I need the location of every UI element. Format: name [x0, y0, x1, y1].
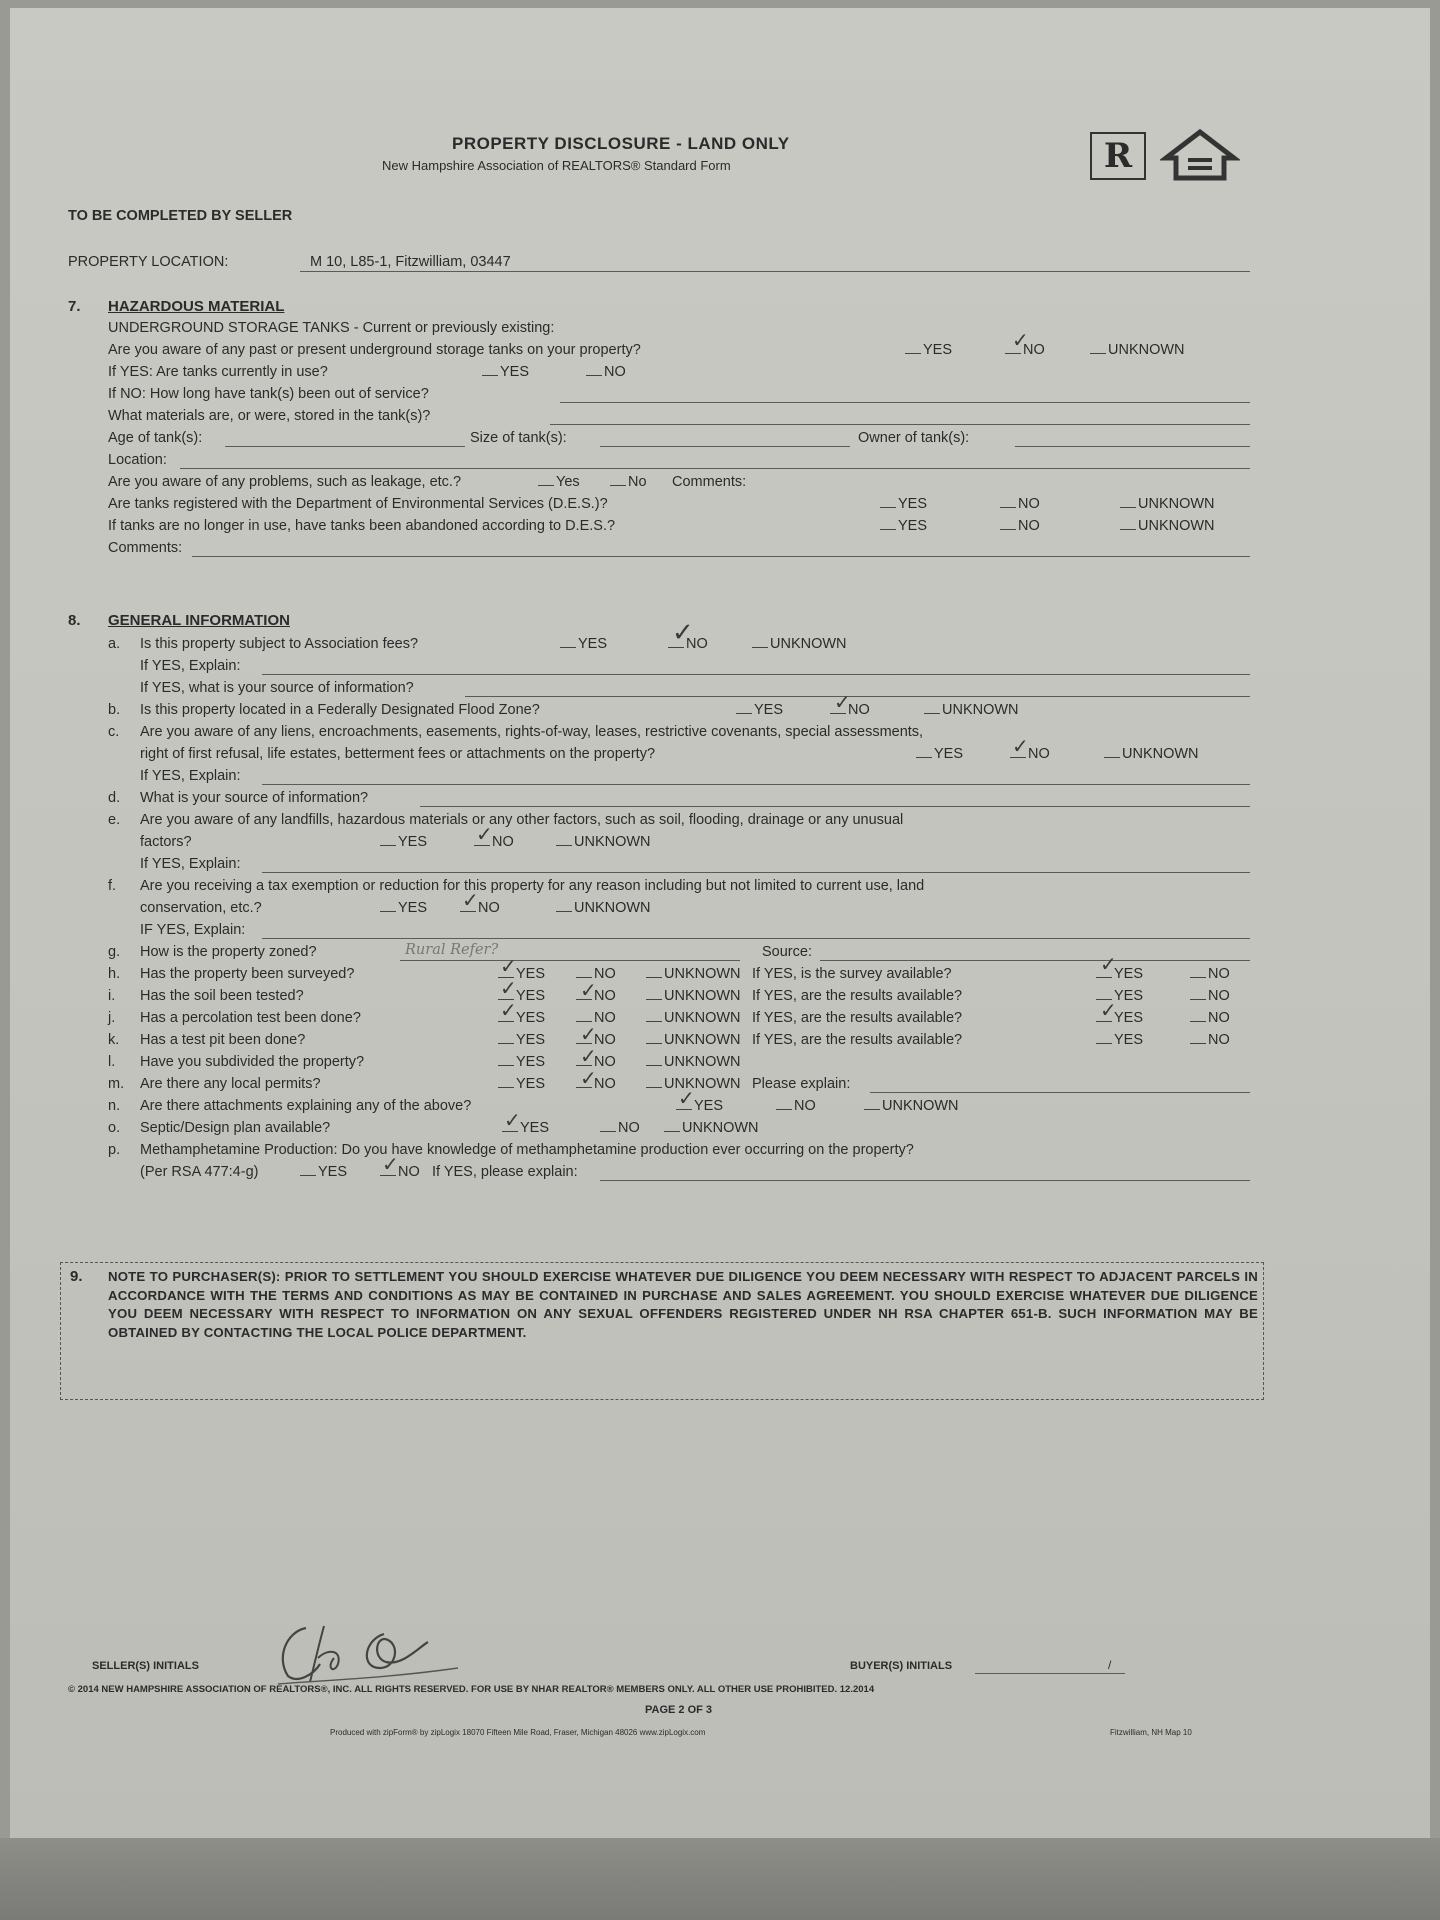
q8-g-letter: g. [108, 944, 121, 960]
q8-c-no[interactable]: NO [1028, 746, 1050, 762]
q8-k-no-check: ✓ [580, 1022, 597, 1046]
equal-housing-icon [1160, 128, 1240, 182]
page-number: PAGE 2 OF 3 [645, 1704, 713, 1716]
q8-o-unknown[interactable]: UNKNOWN [682, 1120, 759, 1136]
section-7-number: 7. [68, 298, 81, 315]
q7-6: Are tanks registered with the Department of Environmental Services (D.E.S.)? [108, 496, 608, 512]
q7-3: If NO: How long have tank(s) been out of service? [108, 386, 429, 402]
q8-m-follow: Please explain: [752, 1076, 851, 1092]
q8-m-unknown[interactable]: UNKNOWN [664, 1076, 741, 1092]
q8-h-yes-check: ✓ [500, 954, 517, 978]
q8-b-no[interactable]: NO [848, 702, 870, 718]
q8-j-unknown[interactable]: UNKNOWN [664, 1010, 741, 1026]
q8-n-no[interactable]: NO [794, 1098, 816, 1114]
q7-6-unknown[interactable]: UNKNOWN [1138, 496, 1215, 512]
copyright-line: © 2014 NEW HAMPSHIRE ASSOCIATION OF REALTORS®, INC. ALL RIGHTS RESERVED. FOR USE BY NHAR REALTOR® MEMBERS ONLY. ALL OTHER USE PROHIBITED. 12.2014 [68, 1684, 875, 1695]
q8-f-unknown[interactable]: UNKNOWN [574, 900, 651, 916]
q8-a-yes[interactable]: YES [578, 636, 608, 652]
q8-c-letter: c. [108, 724, 120, 740]
q7-6-no[interactable]: NO [1018, 496, 1040, 512]
q8-h-no[interactable]: NO [594, 966, 616, 982]
q8-h-follow-no[interactable]: NO [1208, 966, 1230, 982]
q8-o: Septic/Design plan available? [140, 1120, 331, 1136]
q8-m: Are there any local permits? [140, 1076, 321, 1092]
q7-1-no[interactable]: NO [1023, 342, 1045, 358]
q8-f-explain: IF YES, Explain: [140, 922, 246, 938]
q8-g-value[interactable]: Rural Refer? [405, 942, 499, 958]
q8-o-yes[interactable]: YES [520, 1120, 550, 1136]
q8-m-yes[interactable]: YES [516, 1076, 546, 1092]
q8-p-yes[interactable]: YES [318, 1164, 348, 1180]
q8-o-letter: o. [108, 1120, 121, 1136]
q8-a-explain: If YES, Explain: [140, 658, 241, 674]
q8-l: Have you subdivided the property? [140, 1054, 365, 1070]
q8-f-yes[interactable]: YES [398, 900, 428, 916]
buyer-initials-label: BUYER(S) INITIALS [850, 1660, 953, 1672]
q8-c-no-check: ✓ [1012, 734, 1029, 758]
q8-i-unknown[interactable]: UNKNOWN [664, 988, 741, 1004]
q8-k-follow-no[interactable]: NO [1208, 1032, 1230, 1048]
q8-j-yes-check: ✓ [500, 998, 517, 1022]
produced-with: Produced with zipForm® by zipLogix 18070 Fifteen Mile Road, Fraser, Michigan 48026 www.zipLogix.com [330, 1728, 706, 1737]
q7-6-yes[interactable]: YES [898, 496, 928, 512]
q8-b-yes[interactable]: YES [754, 702, 784, 718]
q8-j-letter: j. [108, 1010, 116, 1026]
form-title: PROPERTY DISCLOSURE - LAND ONLY [452, 134, 790, 153]
realtor-logo-letter: R [1103, 136, 1133, 176]
q8-a-letter: a. [108, 636, 121, 652]
q8-e-line1: Are you aware of any landfills, hazardous materials or any other factors, such as soil, flooding, drainage or any unusual [140, 812, 904, 828]
section-9-number: 9. [70, 1268, 83, 1285]
form-subtitle: New Hampshire Association of REALTORS® Standard Form [382, 158, 731, 173]
q8-p-no-check: ✓ [382, 1152, 399, 1176]
q8-i-no-check: ✓ [580, 978, 597, 1002]
q7-2-no[interactable]: NO [604, 364, 626, 380]
q8-c-yes[interactable]: YES [934, 746, 964, 762]
q8-k-follow-yes[interactable]: YES [1114, 1032, 1144, 1048]
q8-l-no-check: ✓ [580, 1044, 597, 1068]
q8-h-unknown[interactable]: UNKNOWN [664, 966, 741, 982]
page-shadow [0, 1838, 1440, 1920]
q8-g: How is the property zoned? [140, 944, 317, 960]
property-location-value[interactable]: M 10, L85-1, Fitzwilliam, 03447 [310, 254, 511, 270]
q8-e-no-check: ✓ [476, 822, 493, 846]
q8-f-line2: conservation, etc.? [140, 900, 262, 916]
q8-h-letter: h. [108, 966, 121, 982]
q7-1-unknown[interactable]: UNKNOWN [1108, 342, 1185, 358]
file-reference: Fitzwilliam, NH Map 10 [1110, 1728, 1192, 1737]
q7-7-no[interactable]: NO [1018, 518, 1040, 534]
q8-i: Has the soil been tested? [140, 988, 304, 1004]
q8-k-unknown[interactable]: UNKNOWN [664, 1032, 741, 1048]
q8-f-letter: f. [108, 878, 117, 894]
tank-size-label: Size of tank(s): [470, 430, 567, 446]
q8-k: Has a test pit been done? [140, 1032, 306, 1048]
q7-5-yes[interactable]: Yes [556, 474, 580, 490]
q8-f-line1: Are you receiving a tax exemption or reduction for this property for any reason including but not limited to current use, land [140, 878, 925, 894]
q8-p-no[interactable]: NO [398, 1164, 420, 1180]
q8-k-yes[interactable]: YES [516, 1032, 546, 1048]
q8-k-letter: k. [108, 1032, 120, 1048]
q8-e-letter: e. [108, 812, 121, 828]
q8-e-explain: If YES, Explain: [140, 856, 241, 872]
q7-5: Are you aware of any problems, such as leakage, etc.? [108, 474, 462, 490]
q8-a-source: If YES, what is your source of information? [140, 680, 414, 696]
section-7-title: HAZARDOUS MATERIAL [108, 298, 285, 315]
q8-k-follow: If YES, are the results available? [752, 1032, 963, 1048]
tank-owner-label: Owner of tank(s): [858, 430, 970, 446]
q8-p-line2: (Per RSA 477:4-g) [140, 1164, 259, 1180]
q8-m-letter: m. [108, 1076, 125, 1092]
q8-e-unknown[interactable]: UNKNOWN [574, 834, 651, 850]
q8-i-follow-yes[interactable]: YES [1114, 988, 1144, 1004]
q7-comments: Comments: [108, 540, 183, 556]
section-8-number: 8. [68, 612, 81, 629]
q7-4: What materials are, or were, stored in the tank(s)? [108, 408, 431, 424]
q8-b-no-check: ✓ [834, 690, 851, 714]
q8-j: Has a percolation test been done? [140, 1010, 361, 1026]
q8-c-unknown[interactable]: UNKNOWN [1122, 746, 1199, 762]
q8-o-no[interactable]: NO [618, 1120, 640, 1136]
q8-p-letter: p. [108, 1142, 121, 1158]
q8-b-unknown[interactable]: UNKNOWN [942, 702, 1019, 718]
q7-5-no[interactable]: No [628, 474, 647, 490]
property-location-label: PROPERTY LOCATION: [68, 254, 229, 270]
realtor-logo [1090, 132, 1146, 180]
q8-i-yes-check: ✓ [500, 976, 517, 1000]
q7-1-yes[interactable]: YES [923, 342, 953, 358]
q8-l-unknown[interactable]: UNKNOWN [664, 1054, 741, 1070]
to-be-completed: TO BE COMPLETED BY SELLER [68, 208, 293, 224]
q8-c-explain: If YES, Explain: [140, 768, 241, 784]
q8-d-letter: d. [108, 790, 121, 806]
q8-f-no-check: ✓ [462, 888, 479, 912]
q7-1: Are you aware of any past or present underground storage tanks on your property? [108, 342, 641, 358]
q8-l-letter: l. [108, 1054, 116, 1070]
q8-a-no-check: ✓ [672, 618, 694, 648]
section-8-title: GENERAL INFORMATION [108, 612, 290, 629]
tank-age-label: Age of tank(s): [108, 430, 203, 446]
q8-h-follow: If YES, is the survey available? [752, 966, 952, 982]
q7-7-yes[interactable]: YES [898, 518, 928, 534]
q8-h-follow-yes[interactable]: YES [1114, 966, 1144, 982]
q7-2: If YES: Are tanks currently in use? [108, 364, 328, 380]
q8-a: Is this property subject to Association fees? [140, 636, 419, 652]
q8-i-letter: i. [108, 988, 116, 1004]
q8-j-follow-yes-check: ✓ [1100, 998, 1117, 1022]
q7-5-comments: Comments: [672, 474, 747, 490]
q8-n-unknown[interactable]: UNKNOWN [882, 1098, 959, 1114]
q8-i-no[interactable]: NO [594, 988, 616, 1004]
q8-h-follow-yes-check: ✓ [1100, 952, 1117, 976]
q8-n-letter: n. [108, 1098, 121, 1114]
q8-j-yes[interactable]: YES [516, 1010, 546, 1026]
q8-f-no[interactable]: NO [478, 900, 500, 916]
q8-m-no-check: ✓ [580, 1066, 597, 1090]
q8-h-yes[interactable]: YES [516, 966, 546, 982]
tank-location-label: Location: [108, 452, 167, 468]
q7-7: If tanks are no longer in use, have tanks been abandoned according to D.E.S.? [108, 518, 616, 534]
q8-j-no[interactable]: NO [594, 1010, 616, 1026]
q8-n-yes[interactable]: YES [694, 1098, 724, 1114]
q8-g-source: Source: [762, 944, 812, 960]
q8-i-follow-no[interactable]: NO [1208, 988, 1230, 1004]
seller-initials-label: SELLER(S) INITIALS [92, 1660, 199, 1672]
q8-h: Has the property been surveyed? [140, 966, 355, 982]
q8-i-follow: If YES, are the results available? [752, 988, 963, 1004]
seller-signature-icon [268, 1618, 468, 1688]
q8-a-no[interactable]: NO [686, 636, 708, 652]
q8-n-yes-check: ✓ [678, 1086, 695, 1110]
q7-7-unknown[interactable]: UNKNOWN [1138, 518, 1215, 534]
q8-l-yes[interactable]: YES [516, 1054, 546, 1070]
q8-j-follow-no[interactable]: NO [1208, 1010, 1230, 1026]
q8-e-no[interactable]: NO [492, 834, 514, 850]
buyer-initials-slash: / [1108, 1658, 1112, 1672]
q8-c-line2: right of first refusal, life estates, betterment fees or attachments on the property? [140, 746, 656, 762]
q8-j-follow-yes[interactable]: YES [1114, 1010, 1144, 1026]
q8-o-yes-check: ✓ [504, 1108, 521, 1132]
purchaser-note: NOTE TO PURCHASER(S): PRIOR TO SETTLEMENT YOU SHOULD EXERCISE WHATEVER DUE DILIGENCE YOU DEEM NECESSARY WITH RESPECT TO ADJACENT PARCELS IN ACCORDANCE WITH THE TERMS AND CONDITIONS AS MAY BE CONTAINED IN PURCHASE AND SALES AGREEMENT. YOU SHOULD EXERCISE WHATEVER DUE DILIGENCE YOU DEEM NECESSARY WITH RESPECT TO INFORMATION ON ANY SEXUAL OFFENDERS REGISTERED UNDER NH RSA CHAPTER 651-B. SUCH INFORMATION MAY BE OBTAINED BY CONTACTING THE LOCAL POLICE DEPARTMENT. [108, 1269, 1258, 1340]
q8-b-letter: b. [108, 702, 121, 718]
q8-e-yes[interactable]: YES [398, 834, 428, 850]
q8-l-no[interactable]: NO [594, 1054, 616, 1070]
ust-heading: UNDERGROUND STORAGE TANKS - Current or previously existing: [108, 320, 555, 336]
q8-n: Are there attachments explaining any of the above? [140, 1098, 472, 1114]
q8-e-line2: factors? [140, 834, 192, 850]
q8-p-line1: Methamphetamine Production: Do you have knowledge of methamphetamine production ever occurring on the property? [140, 1142, 914, 1158]
q8-b: Is this property located in a Federally Designated Flood Zone? [140, 702, 540, 718]
q8-a-unknown[interactable]: UNKNOWN [770, 636, 847, 652]
q8-m-no[interactable]: NO [594, 1076, 616, 1092]
q8-c-line1: Are you aware of any liens, encroachments, easements, rights-of-way, leases, restrictive covenants, special assessments, [140, 724, 924, 740]
q8-i-yes[interactable]: YES [516, 988, 546, 1004]
q8-k-no[interactable]: NO [594, 1032, 616, 1048]
q8-p-explain: If YES, please explain: [432, 1164, 578, 1180]
q7-1-no-check: ✓ [1012, 328, 1029, 352]
q7-2-yes[interactable]: YES [500, 364, 530, 380]
property-location-line [300, 271, 1250, 272]
q8-d: What is your source of information? [140, 790, 369, 806]
q8-j-follow: If YES, are the results available? [752, 1010, 963, 1026]
